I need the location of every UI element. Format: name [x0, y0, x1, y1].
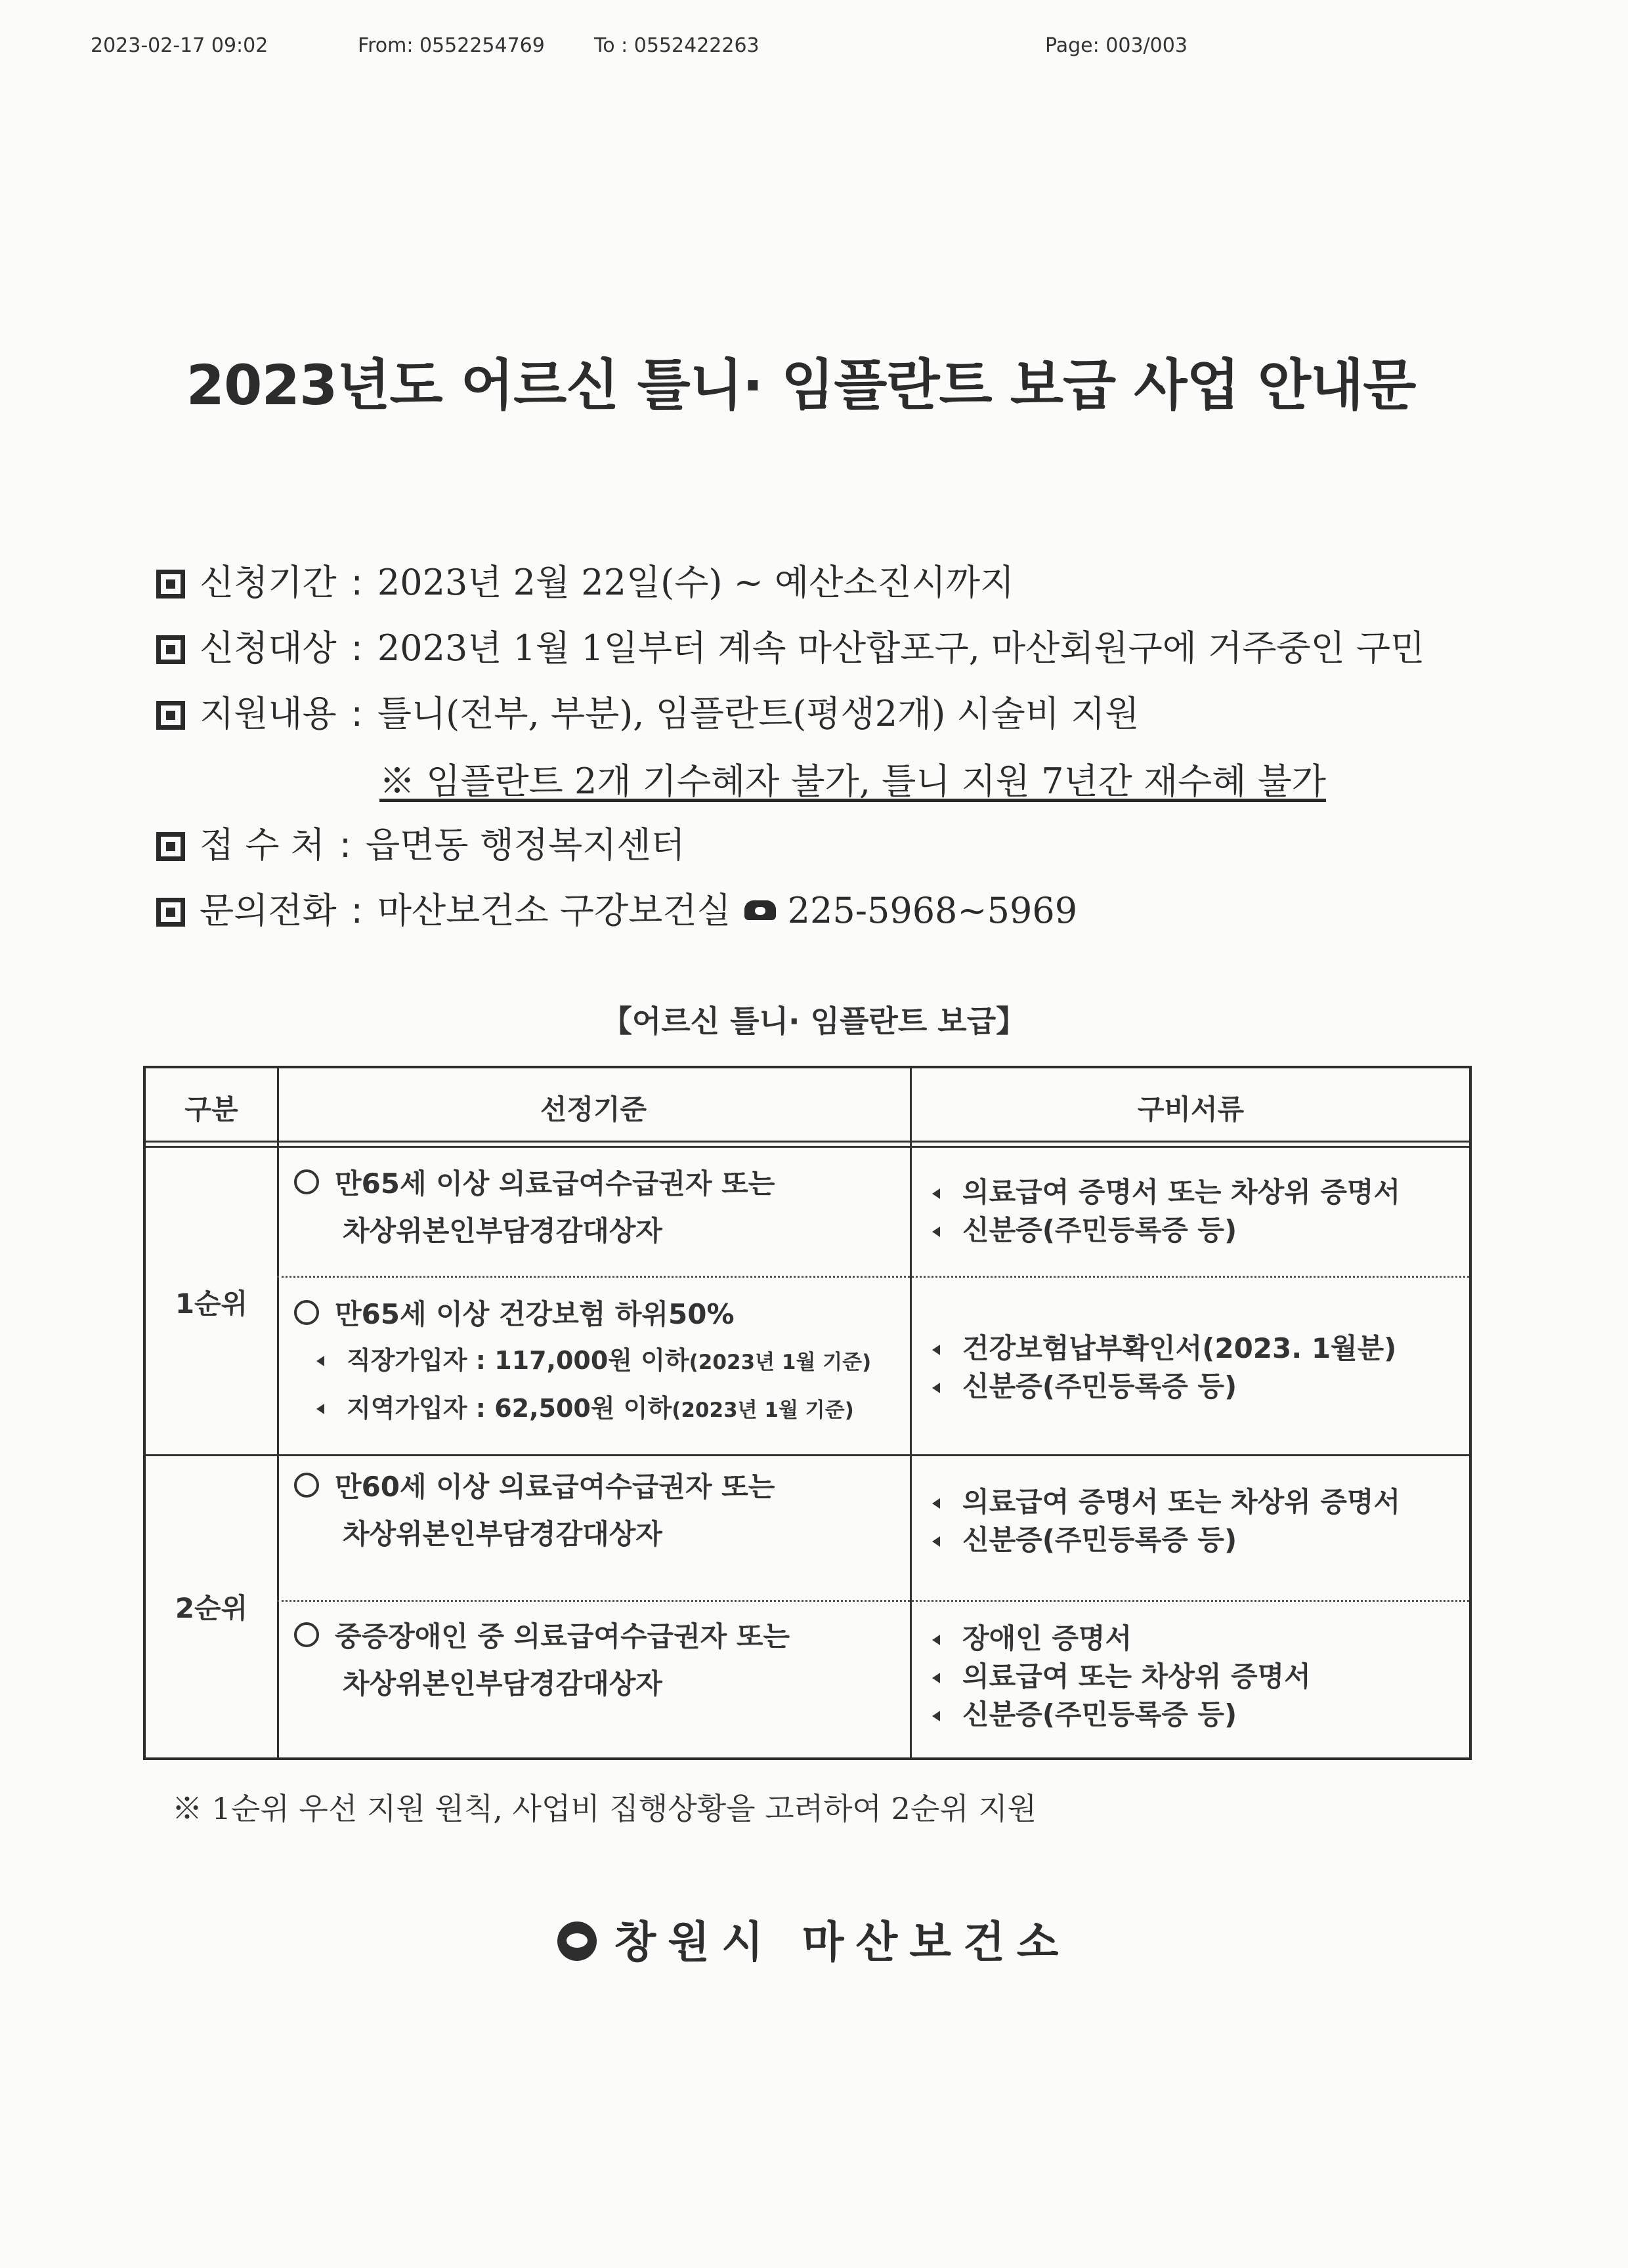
triangle-bullet-icon [932, 1227, 940, 1237]
document-item: 장애인 증명서 [962, 1622, 1132, 1654]
fax-timestamp: 2023-02-17 09:02 [91, 34, 268, 57]
info-restriction-note: ※ 임플란트 2개 기수혜자 불가, 틀니 지원 7년간 재수혜 불가 [379, 761, 1326, 802]
criteria-text: 만65세 이상 의료급여수급권자 또는 [335, 1167, 775, 1200]
rank-first: 1순위 [175, 1288, 248, 1320]
criteria-sub-text: 직장가입자 : 117,000원 이하 [347, 1346, 689, 1375]
triangle-bullet-icon [932, 1345, 940, 1355]
table-header-criteria: 선정기준 [540, 1093, 647, 1125]
triangle-bullet-icon [316, 1356, 324, 1366]
table-dotted-divider [277, 1276, 1469, 1278]
rank-second: 2순위 [175, 1592, 248, 1624]
circle-bullet-icon [294, 1473, 319, 1498]
table-divider [146, 1454, 1469, 1456]
circle-bullet-icon [294, 1622, 319, 1647]
document-item: 신분증(주민등록증 등) [962, 1698, 1237, 1731]
triangle-bullet-icon [932, 1673, 940, 1683]
square-bullet-icon [156, 570, 185, 598]
triangle-bullet-icon [316, 1404, 324, 1414]
triangle-bullet-icon [932, 1498, 940, 1509]
criteria-table [143, 1066, 1472, 1760]
info-label: 접 수 처 [200, 824, 325, 866]
info-row-support-content [156, 686, 1139, 736]
circle-bullet-icon [294, 1300, 319, 1325]
info-value: 틀니(전부, 부분), 임플란트(평생2개) 시술비 지원 [377, 693, 1140, 734]
info-row-contact-phone [156, 883, 1077, 933]
criteria-text: 중증장애인 중 의료급여수급권자 또는 [335, 1620, 790, 1652]
document-title: 2023년도 어르신 틀니· 임플란트 보급 사업 안내문 [186, 353, 1416, 417]
fax-to-number: To : 0552422263 [594, 34, 760, 57]
document-item: 의료급여 증명서 또는 차상위 증명서 [962, 1486, 1401, 1518]
document-item: 의료급여 증명서 또는 차상위 증명서 [962, 1176, 1401, 1208]
square-bullet-icon [156, 635, 185, 664]
triangle-bullet-icon [932, 1188, 940, 1199]
info-value: 마산보건소 구강보건실 [377, 890, 731, 931]
info-row-reception [156, 817, 685, 868]
criteria-sub-note: (2023년 1월 기준) [689, 1351, 872, 1374]
document-item: 신분증(주민등록증 등) [962, 1524, 1237, 1556]
criteria-text: 만65세 이상 건강보험 하위50% [335, 1298, 735, 1330]
criteria-text: 차상위본인부담경감대상자 [343, 1518, 662, 1550]
table-divider [277, 1068, 279, 1757]
info-value: 읍면동 행정복지센터 [366, 824, 685, 866]
circle-bullet-icon [294, 1169, 319, 1194]
info-row-application-period [156, 555, 1014, 605]
document-item: 신분증(주민등록증 등) [962, 1214, 1237, 1246]
info-value: 2023년 1월 1일부터 계속 마산합포구, 마산회원구에 거주중인 구민 [377, 627, 1425, 669]
priority-footnote: ※ 1순위 우선 지원 원칙, 사업비 집행상황을 고려하여 2순위 지원 [172, 1791, 1037, 1826]
criteria-sub-text: 지역가입자 : 62,500원 이하 [347, 1394, 672, 1423]
documents-cell [932, 1483, 1400, 1559]
square-bullet-icon [156, 701, 185, 730]
organization-signature [0, 1907, 1628, 1969]
criteria-cell [294, 1160, 775, 1255]
fax-from-number: From: 0552254769 [358, 34, 545, 57]
table-divider [146, 1146, 1469, 1148]
info-label: 신청대상 [200, 627, 337, 669]
document-item: 건강보험납부확인서(2023. 1월분) [962, 1332, 1397, 1364]
info-separator: : [351, 562, 363, 603]
square-bullet-icon [156, 898, 185, 927]
document-item: 신분증(주민등록증 등) [962, 1370, 1237, 1402]
criteria-text: 만60세 이상 의료급여수급권자 또는 [335, 1471, 775, 1503]
table-header-category: 구분 [184, 1093, 238, 1125]
square-bullet-icon [156, 832, 185, 861]
documents-cell [932, 1620, 1311, 1734]
triangle-bullet-icon [932, 1536, 940, 1547]
criteria-sub-note: (2023년 1월 기준) [672, 1398, 854, 1422]
phone-number: 225-5968~5969 [787, 890, 1078, 931]
table-divider [910, 1068, 912, 1757]
criteria-cell [294, 1613, 790, 1708]
criteria-text: 차상위본인부담경감대상자 [343, 1668, 662, 1700]
city-logo-icon [557, 1922, 597, 1961]
criteria-text: 차상위본인부담경감대상자 [343, 1215, 662, 1247]
documents-cell [932, 1173, 1400, 1250]
criteria-cell [294, 1463, 775, 1558]
table-caption: 【어르신 틀니· 임플란트 보급】 [601, 1003, 1027, 1039]
table-dotted-divider [277, 1600, 1469, 1602]
triangle-bullet-icon [932, 1635, 940, 1645]
criteria-cell [294, 1292, 871, 1433]
documents-cell [932, 1330, 1396, 1406]
info-separator: : [339, 824, 352, 866]
info-label: 문의전화 [200, 890, 337, 931]
table-header-documents: 구비서류 [1137, 1093, 1245, 1125]
info-value: 2023년 2월 22일(수) ~ 예산소진시까지 [377, 562, 1015, 603]
info-row-eligibility [156, 620, 1424, 671]
fax-page-number: Page: 003/003 [1045, 34, 1188, 57]
fax-header [0, 34, 1628, 67]
telephone-icon [744, 900, 776, 920]
info-label: 지원내용 [200, 693, 337, 734]
info-separator: : [351, 627, 363, 669]
triangle-bullet-icon [932, 1711, 940, 1721]
document-item: 의료급여 또는 차상위 증명서 [962, 1660, 1311, 1692]
info-separator: : [351, 890, 363, 931]
info-separator: : [351, 693, 363, 734]
organization-name: 창원시 마산보건소 [614, 1917, 1071, 1967]
info-label: 신청기간 [200, 562, 337, 603]
table-divider [146, 1141, 1469, 1143]
triangle-bullet-icon [932, 1383, 940, 1393]
